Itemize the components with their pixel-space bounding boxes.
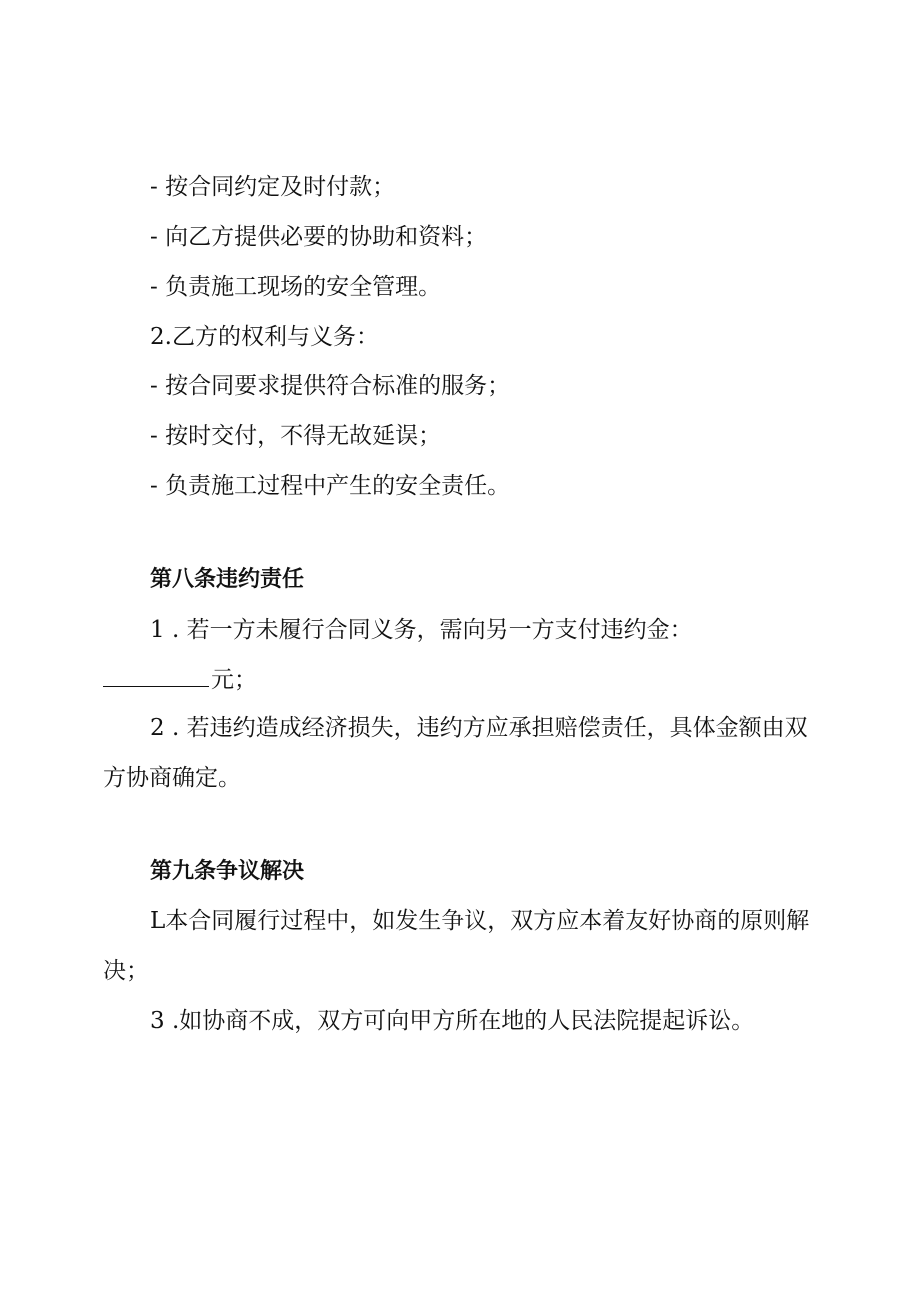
article-9-title: 第九条争议解决	[150, 859, 305, 884]
penalty-amount-unit: 元；	[211, 667, 257, 693]
party-b-duty-2: - 按时交付，不得无故延误；	[150, 423, 442, 449]
article-9-clause-3: 3 .如协商不成，双方可向甲方所在地的人民法院提起诉讼。	[150, 1008, 755, 1034]
article-8-clause-2-continuation: 方协商确定。	[103, 765, 241, 791]
article-8-clause-2: 2 . 若违约造成经济损失，违约方应承担赔偿责任，具体金额由双	[150, 715, 808, 741]
party-b-duty-1: - 按合同要求提供符合标准的服务；	[150, 373, 511, 399]
article-9-clause-1-continuation: 决；	[103, 958, 149, 984]
article-8-clause-1-continuation	[103, 664, 257, 695]
party-b-heading: 2.乙方的权利与义务：	[150, 324, 379, 350]
article-9-clause-1: L本合同履行过程中，如发生争议，双方应本着友好协商的原则解	[150, 908, 810, 934]
article-8-title: 第八条违约责任	[150, 567, 305, 592]
party-a-duty-3: - 负责施工现场的安全管理。	[150, 274, 442, 300]
party-b-duty-3: - 负责施工过程中产生的安全责任。	[150, 473, 511, 499]
party-a-duty-1: - 按合同约定及时付款；	[150, 174, 396, 200]
party-a-duty-2: - 向乙方提供必要的协助和资料；	[150, 224, 488, 250]
article-8-clause-1: 1 . 若一方未履行合同义务，需向另一方支付违约金：	[150, 617, 693, 643]
penalty-amount-blank	[103, 664, 209, 687]
